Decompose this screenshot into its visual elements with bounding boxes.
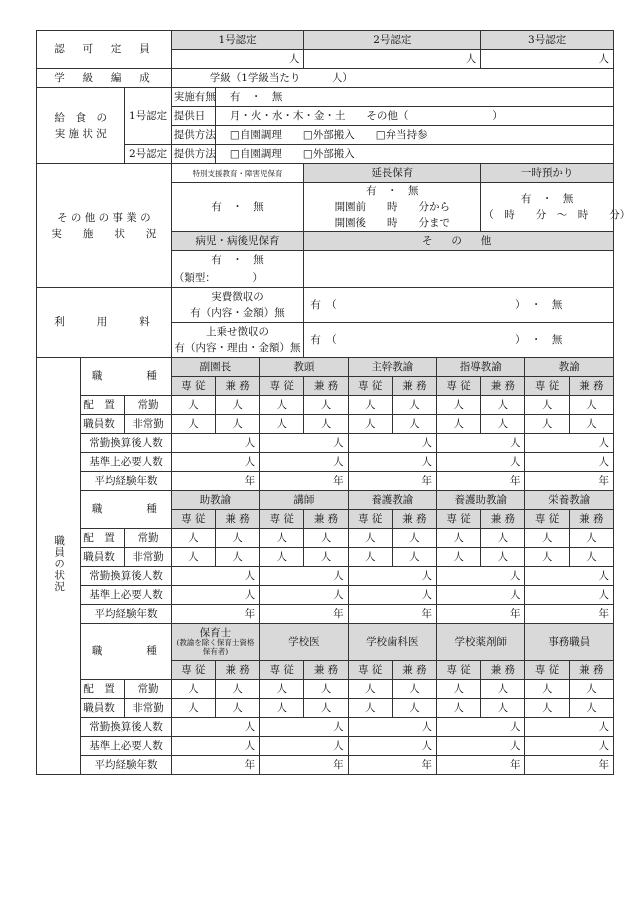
count-cell[interactable]: 人 xyxy=(348,529,392,548)
count-cell[interactable]: 人 xyxy=(260,680,304,699)
count-cell[interactable]: 人 xyxy=(215,548,259,567)
total-cell[interactable]: 人 xyxy=(437,718,525,737)
total-cell[interactable]: 人 xyxy=(437,737,525,756)
role-header: 学校医 xyxy=(260,624,348,661)
years-cell[interactable]: 年 xyxy=(525,756,614,775)
total-cell[interactable]: 人 xyxy=(348,718,436,737)
count-cell[interactable]: 人 xyxy=(437,548,481,567)
hoho2-label: 提供方法 xyxy=(171,145,215,164)
role-header: 副園長 xyxy=(171,358,259,377)
kennin-header: 兼 務 xyxy=(215,377,259,396)
ninka-v2[interactable]: 人 xyxy=(304,50,481,69)
kyushoku-label: 給 食 の 実 施 状 況 xyxy=(37,88,125,164)
count-cell[interactable]: 人 xyxy=(260,699,304,718)
years-cell[interactable]: 年 xyxy=(525,605,614,624)
total-cell[interactable]: 人 xyxy=(525,567,614,586)
count-cell[interactable]: 人 xyxy=(481,529,525,548)
senju-header: 専 従 xyxy=(525,661,569,680)
facility-form-table xyxy=(36,30,630,775)
ninka-h1: 1号認定 xyxy=(171,31,304,50)
hijokin-label: 非常勤 xyxy=(125,699,171,718)
teikyobi-value[interactable]: 月・火・水・木・金・土 その他（ ） xyxy=(215,107,613,126)
count-cell[interactable]: 人 xyxy=(215,699,259,718)
count-cell[interactable]: 人 xyxy=(260,548,304,567)
senju-header: 専 従 xyxy=(171,510,215,529)
senju-header: 専 従 xyxy=(437,377,481,396)
total-cell[interactable]: 人 xyxy=(525,434,614,453)
role-header: 学校歯科医 xyxy=(348,624,436,661)
count-cell[interactable]: 人 xyxy=(260,396,304,415)
ninka-h2: 2号認定 xyxy=(304,31,481,50)
ichiji-label: 一時預かり xyxy=(481,164,614,183)
senju-header: 専 従 xyxy=(525,510,569,529)
count-cell[interactable]: 人 xyxy=(304,680,348,699)
senju-header: 専 従 xyxy=(348,377,392,396)
count-cell[interactable]: 人 xyxy=(304,548,348,567)
kansan-label: 常勤換算後人数 xyxy=(81,718,171,737)
role-header: 栄養教諭 xyxy=(525,491,614,510)
ninka-label: 認 可 定 員 xyxy=(37,31,172,69)
kijun-label: 基準上必要人数 xyxy=(81,737,171,756)
hoho2-value[interactable]: □自園調理 □外部搬入 xyxy=(215,145,613,164)
count-cell[interactable]: 人 xyxy=(525,548,569,567)
count-cell[interactable]: 人 xyxy=(348,680,392,699)
senju-header: 専 従 xyxy=(437,510,481,529)
senju-header: 専 従 xyxy=(437,661,481,680)
role-header: 事務職員 xyxy=(525,624,614,661)
count-cell[interactable]: 人 xyxy=(437,415,481,434)
haichi-label: 配 置 xyxy=(81,529,125,548)
total-cell[interactable]: 人 xyxy=(348,434,436,453)
total-cell[interactable]: 人 xyxy=(525,453,614,472)
count-cell[interactable]: 人 xyxy=(569,529,613,548)
kennin-header: 兼 務 xyxy=(481,377,525,396)
total-cell[interactable]: 人 xyxy=(348,737,436,756)
shokushu-label: 職 種 xyxy=(81,358,171,396)
jisshi-label: 実施有無 xyxy=(171,88,215,107)
gakkyu-label: 学 級 編 成 xyxy=(37,69,172,88)
count-cell[interactable]: 人 xyxy=(569,680,613,699)
count-cell[interactable]: 人 xyxy=(569,415,613,434)
kennin-header: 兼 務 xyxy=(304,510,348,529)
kennin-header: 兼 務 xyxy=(304,377,348,396)
count-cell[interactable]: 人 xyxy=(569,396,613,415)
hoho1-label: 提供方法 xyxy=(171,126,215,145)
count-cell[interactable]: 人 xyxy=(304,529,348,548)
teikyobi-label: 提供日 xyxy=(171,107,215,126)
jippi-value[interactable]: 有 （ ） ・ 無 xyxy=(304,288,614,323)
count-cell[interactable]: 人 xyxy=(481,415,525,434)
senju-header: 専 従 xyxy=(525,377,569,396)
years-cell[interactable]: 年 xyxy=(348,605,436,624)
years-cell[interactable]: 年 xyxy=(260,605,348,624)
keiken-label: 平均経験年数 xyxy=(81,605,171,624)
jisshi-value[interactable]: 有 ・ 無 xyxy=(215,88,613,107)
total-cell[interactable]: 人 xyxy=(260,586,348,605)
ninka-h3: 3号認定 xyxy=(481,31,614,50)
count-cell[interactable]: 人 xyxy=(215,529,259,548)
total-cell[interactable]: 人 xyxy=(171,586,259,605)
total-cell[interactable]: 人 xyxy=(171,718,259,737)
count-cell[interactable]: 人 xyxy=(525,529,569,548)
total-cell[interactable]: 人 xyxy=(348,453,436,472)
haichi-label: 職員数 xyxy=(81,415,125,434)
shokushu-label: 職 種 xyxy=(81,491,171,529)
kennin-header: 兼 務 xyxy=(392,510,436,529)
senju-header: 専 従 xyxy=(260,661,304,680)
byoji-value[interactable]: 有 ・ 無 xyxy=(171,251,304,270)
count-cell[interactable]: 人 xyxy=(525,396,569,415)
total-cell[interactable]: 人 xyxy=(260,453,348,472)
other-value[interactable] xyxy=(304,251,614,288)
count-cell[interactable]: 人 xyxy=(525,680,569,699)
years-cell[interactable]: 年 xyxy=(171,756,259,775)
count-cell[interactable]: 人 xyxy=(569,699,613,718)
senju-header: 専 従 xyxy=(348,661,392,680)
kijun-label: 基準上必要人数 xyxy=(81,586,171,605)
role-header: 教諭 xyxy=(525,358,614,377)
kennin-header: 兼 務 xyxy=(569,377,613,396)
years-cell[interactable]: 年 xyxy=(348,756,436,775)
jokin-label: 常勤 xyxy=(125,529,171,548)
count-cell[interactable]: 人 xyxy=(348,415,392,434)
total-cell[interactable]: 人 xyxy=(171,567,259,586)
ryokin-label: 利 用 料 xyxy=(37,288,172,358)
total-cell[interactable]: 人 xyxy=(260,567,348,586)
role-header: 助教諭 xyxy=(171,491,259,510)
encho-label: 延長保育 xyxy=(304,164,481,183)
gakkyu-value[interactable]: 学級（1学級当たり 人） xyxy=(171,69,613,88)
count-cell[interactable]: 人 xyxy=(171,680,215,699)
years-cell[interactable]: 年 xyxy=(171,605,259,624)
sonota-label: そ の 他 の 事 業 の 実 施 状 況 xyxy=(37,164,172,288)
count-cell[interactable]: 人 xyxy=(260,529,304,548)
count-cell[interactable]: 人 xyxy=(171,548,215,567)
byoji-type[interactable]: （類型： ） xyxy=(171,269,304,288)
keiken-label: 平均経験年数 xyxy=(81,756,171,775)
role-header: 指導教諭 xyxy=(437,358,525,377)
shokuin-side-label: 職員の状況 xyxy=(37,358,81,775)
ninka-v1[interactable]: 人 xyxy=(171,50,304,69)
keiken-label: 平均経験年数 xyxy=(81,472,171,491)
hijokin-label: 非常勤 xyxy=(125,415,171,434)
years-cell[interactable]: 年 xyxy=(260,472,348,491)
shokushu-label: 職 種 xyxy=(81,624,171,680)
kennin-header: 兼 務 xyxy=(304,661,348,680)
uwanose-value[interactable]: 有 （ ） ・ 無 xyxy=(304,323,614,358)
other-label: そ の 他 xyxy=(304,232,614,251)
role-header: 養護助教諭 xyxy=(437,491,525,510)
count-cell[interactable]: 人 xyxy=(481,548,525,567)
jokin-label: 常勤 xyxy=(125,680,171,699)
years-cell[interactable]: 年 xyxy=(525,472,614,491)
total-cell[interactable]: 人 xyxy=(437,434,525,453)
kennin-header: 兼 務 xyxy=(569,661,613,680)
total-cell[interactable]: 人 xyxy=(171,737,259,756)
total-cell[interactable]: 人 xyxy=(260,737,348,756)
count-cell[interactable]: 人 xyxy=(525,415,569,434)
role-header: 教頭 xyxy=(260,358,348,377)
total-cell[interactable]: 人 xyxy=(171,434,259,453)
count-cell[interactable]: 人 xyxy=(304,415,348,434)
years-cell[interactable]: 年 xyxy=(171,472,259,491)
kijun-label: 基準上必要人数 xyxy=(81,453,171,472)
kyushoku-2go: 2号認定 xyxy=(125,145,171,164)
role-header: 講師 xyxy=(260,491,348,510)
haichi-label: 職員数 xyxy=(81,699,125,718)
haichi-label: 職員数 xyxy=(81,548,125,567)
years-cell[interactable]: 年 xyxy=(348,472,436,491)
total-cell[interactable]: 人 xyxy=(260,718,348,737)
encho-value[interactable]: 有 ・ 無 開園前 時 分から 開園後 時 分まで xyxy=(304,183,481,232)
senju-header: 専 従 xyxy=(260,510,304,529)
count-cell[interactable]: 人 xyxy=(392,415,436,434)
years-cell[interactable]: 年 xyxy=(437,605,525,624)
count-cell[interactable]: 人 xyxy=(171,699,215,718)
count-cell[interactable]: 人 xyxy=(260,415,304,434)
years-cell[interactable]: 年 xyxy=(437,472,525,491)
count-cell[interactable]: 人 xyxy=(481,396,525,415)
total-cell[interactable]: 人 xyxy=(525,586,614,605)
haichi-label: 配 置 xyxy=(81,396,125,415)
count-cell[interactable]: 人 xyxy=(348,699,392,718)
total-cell[interactable]: 人 xyxy=(437,453,525,472)
kansan-label: 常勤換算後人数 xyxy=(81,434,171,453)
tokubetsu-value[interactable]: 有 ・ 無 xyxy=(171,183,304,232)
hijokin-label: 非常勤 xyxy=(125,548,171,567)
role-header-hoikushi: 保育士 (教諭を除く保育士資格保有者) xyxy=(171,624,259,661)
count-cell[interactable]: 人 xyxy=(437,396,481,415)
total-cell[interactable]: 人 xyxy=(437,567,525,586)
count-cell[interactable]: 人 xyxy=(569,548,613,567)
count-cell[interactable]: 人 xyxy=(525,699,569,718)
count-cell[interactable]: 人 xyxy=(437,680,481,699)
count-cell[interactable]: 人 xyxy=(171,529,215,548)
count-cell[interactable]: 人 xyxy=(348,396,392,415)
kennin-header: 兼 務 xyxy=(481,661,525,680)
ichiji-value[interactable]: 有 ・ 無 （ 時 分 ～ 時 分） xyxy=(481,183,614,232)
count-cell[interactable]: 人 xyxy=(348,548,392,567)
years-cell[interactable]: 年 xyxy=(260,756,348,775)
total-cell[interactable]: 人 xyxy=(437,586,525,605)
ninka-v3[interactable]: 人 xyxy=(481,50,614,69)
role-header: 学校薬剤師 xyxy=(437,624,525,661)
count-cell[interactable]: 人 xyxy=(392,529,436,548)
byoji-label: 病児・病後児保育 xyxy=(171,232,304,251)
senju-header: 専 従 xyxy=(260,377,304,396)
total-cell[interactable]: 人 xyxy=(525,737,614,756)
kansan-label: 常勤換算後人数 xyxy=(81,567,171,586)
kennin-header: 兼 務 xyxy=(392,661,436,680)
count-cell[interactable]: 人 xyxy=(171,396,215,415)
haichi-label: 配 置 xyxy=(81,680,125,699)
count-cell[interactable]: 人 xyxy=(171,415,215,434)
count-cell[interactable]: 人 xyxy=(392,548,436,567)
count-cell[interactable]: 人 xyxy=(304,396,348,415)
count-cell[interactable]: 人 xyxy=(481,699,525,718)
count-cell[interactable]: 人 xyxy=(392,396,436,415)
count-cell[interactable]: 人 xyxy=(392,680,436,699)
tokubetsu-label: 特別支援教育・障害児保育 xyxy=(171,164,304,183)
count-cell[interactable]: 人 xyxy=(215,415,259,434)
kennin-header: 兼 務 xyxy=(481,510,525,529)
senju-header: 専 従 xyxy=(348,510,392,529)
kennin-header: 兼 務 xyxy=(392,377,436,396)
senju-header: 専 従 xyxy=(171,377,215,396)
count-cell[interactable]: 人 xyxy=(304,699,348,718)
jokin-label: 常勤 xyxy=(125,396,171,415)
kennin-header: 兼 務 xyxy=(215,510,259,529)
total-cell[interactable]: 人 xyxy=(525,718,614,737)
count-cell[interactable]: 人 xyxy=(215,680,259,699)
role-header: 主幹教諭 xyxy=(348,358,436,377)
count-cell[interactable]: 人 xyxy=(437,529,481,548)
total-cell[interactable]: 人 xyxy=(348,567,436,586)
total-cell[interactable]: 人 xyxy=(171,453,259,472)
years-cell[interactable]: 年 xyxy=(437,756,525,775)
total-cell[interactable]: 人 xyxy=(260,434,348,453)
count-cell[interactable]: 人 xyxy=(437,699,481,718)
hoho1-value[interactable]: □自園調理 □外部搬入 □弁当持参 xyxy=(215,126,613,145)
role-header: 養護教諭 xyxy=(348,491,436,510)
count-cell[interactable]: 人 xyxy=(392,699,436,718)
jippi-label: 実費徴収の 有（内容・金額）無 xyxy=(171,288,304,323)
count-cell[interactable]: 人 xyxy=(481,680,525,699)
senju-header: 専 従 xyxy=(171,661,215,680)
uwanose-label: 上乗せ徴収の 有（内容・理由・金額）無 xyxy=(171,323,304,358)
total-cell[interactable]: 人 xyxy=(348,586,436,605)
kyushoku-1go: 1号認定 xyxy=(125,88,171,145)
kennin-header: 兼 務 xyxy=(569,510,613,529)
kennin-header: 兼 務 xyxy=(215,661,259,680)
count-cell[interactable]: 人 xyxy=(215,396,259,415)
